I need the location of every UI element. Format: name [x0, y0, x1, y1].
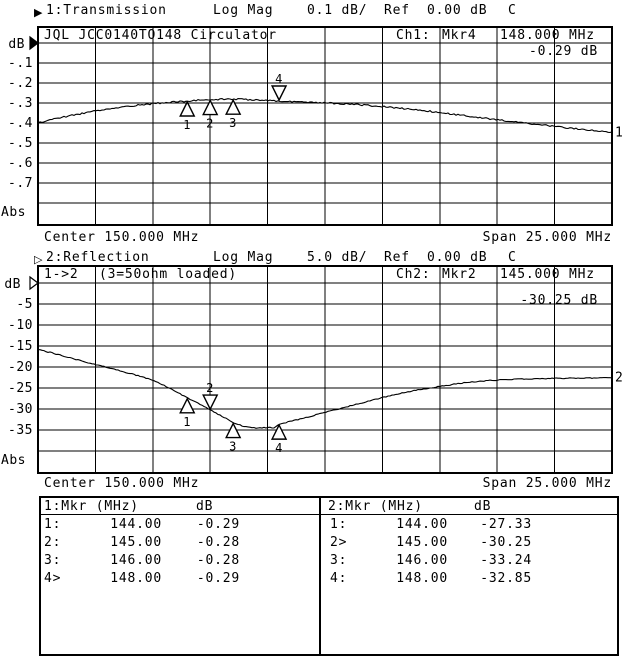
- channel2-center-freq: Center 150.000 MHz: [44, 476, 200, 491]
- channel1-marker-channel: Ch1:: [396, 28, 431, 43]
- marker-row-label: 3:: [330, 553, 348, 568]
- marker-row-value: -0.28: [196, 553, 240, 568]
- y-axis-tick-label: -10: [8, 318, 33, 333]
- channel2-ref-level-icon: [30, 277, 38, 289]
- marker-row-frequency: 146.00: [396, 553, 448, 568]
- marker-row-frequency: 144.00: [110, 517, 162, 532]
- marker-number: 3: [229, 116, 238, 131]
- marker-row-label: 4>: [44, 571, 62, 586]
- marker-table-divider: [319, 497, 321, 655]
- channel2-ref-label: Ref: [384, 250, 410, 265]
- channel2-title-note: (3=50ohm loaded): [99, 267, 238, 282]
- marker-number: 3: [229, 439, 238, 454]
- channel1-marker-freq: 148.000 MHz: [500, 28, 595, 43]
- marker-row-value: -27.33: [480, 517, 532, 532]
- marker-triangle-icon: [180, 399, 194, 413]
- marker-row-frequency: 148.00: [110, 571, 162, 586]
- channel2-title-path: 1->2: [44, 267, 79, 282]
- channel1-active-icon: ▶: [34, 6, 44, 19]
- marker-row-value: -0.29: [196, 517, 240, 532]
- plot1-marker-4: [272, 72, 286, 100]
- plot1-marker-1: [180, 102, 194, 132]
- y-axis-tick-label: -.7: [8, 176, 33, 191]
- channel1-ref-label: Ref: [384, 3, 410, 18]
- y-axis-tick-label: -.2: [8, 76, 33, 91]
- channel2-span-freq: Span 25.000 MHz: [482, 476, 612, 491]
- channel2-cal-status: C: [508, 250, 517, 265]
- marker-row-label: 3:: [44, 553, 62, 568]
- channel1-ref-value: 0.00 dB: [427, 3, 488, 18]
- marker-table-1-unit-header: dB: [196, 499, 214, 514]
- channel1-marker-readout: -0.29 dB: [528, 44, 598, 59]
- marker-triangle-icon: [226, 424, 240, 438]
- channel2-active-icon: ▷: [34, 253, 44, 266]
- channel1-title-text: JQL JCC0140TO148 Circulator: [44, 28, 277, 43]
- y-axis-tick-label: -5: [16, 297, 33, 312]
- channel2-marker-freq: 145.000 MHz: [500, 267, 595, 282]
- trace-number-label: 1: [615, 125, 624, 141]
- marker-number: 1: [183, 414, 192, 429]
- marker-row-frequency: 145.00: [110, 535, 162, 550]
- y-axis-unit: dB: [8, 37, 25, 52]
- channel2-marker-channel: Ch2:: [396, 267, 431, 282]
- y-axis-tick-label: -25: [8, 381, 33, 396]
- channel1-cal-status: C: [508, 3, 517, 18]
- channel1-scale: 0.1 dB/: [307, 3, 368, 18]
- channel1-span-freq: Span 25.000 MHz: [482, 230, 612, 245]
- trace-number-label: 2: [615, 370, 624, 386]
- marker-row-frequency: 145.00: [396, 535, 448, 550]
- y-axis-unit: dB: [4, 277, 21, 292]
- marker-table-2-unit-header: dB: [474, 499, 492, 514]
- marker-row-label: 1:: [330, 517, 348, 532]
- y-axis-tick-label: -.6: [8, 156, 33, 171]
- y-axis-abs-label: Abs: [1, 453, 26, 468]
- channel2-ref-value: 0.00 dB: [427, 250, 488, 265]
- channel2-scale: 5.0 dB/: [307, 250, 368, 265]
- marker-table-header-rule: [41, 514, 617, 515]
- marker-row-label: 1:: [44, 517, 62, 532]
- marker-row-value: -0.29: [196, 571, 240, 586]
- marker-number: 1: [183, 118, 192, 132]
- y-axis-tick-label: -30: [8, 402, 33, 417]
- marker-row-label: 2>: [330, 535, 348, 550]
- marker-number: 2: [206, 381, 215, 396]
- marker-row-frequency: 146.00: [110, 553, 162, 568]
- marker-triangle-icon: [272, 86, 286, 100]
- y-axis-tick-label: -.4: [8, 116, 33, 131]
- y-axis-abs-label: Abs: [1, 205, 26, 220]
- channel1-format: Log Mag: [213, 3, 274, 18]
- marker-row-value: -33.24: [480, 553, 532, 568]
- marker-triangle-icon: [180, 102, 194, 116]
- marker-row-value: -30.25: [480, 535, 532, 550]
- marker-row-frequency: 148.00: [396, 571, 448, 586]
- y-axis-tick-label: -.3: [8, 96, 33, 111]
- marker-table-1-title: 1:Mkr (MHz): [44, 499, 139, 514]
- y-axis-tick-label: -15: [8, 339, 33, 354]
- marker-row-value: -0.28: [196, 535, 240, 550]
- channel2-format: Log Mag: [213, 250, 274, 265]
- marker-row-value: -32.85: [480, 571, 532, 586]
- channel1-marker-name: Mkr4: [442, 28, 477, 43]
- marker-row-frequency: 144.00: [396, 517, 448, 532]
- marker-table-2-title: 2:Mkr (MHz): [328, 499, 423, 514]
- marker-number: 4: [275, 441, 284, 456]
- channel1-center-freq: Center 150.000 MHz: [44, 230, 200, 245]
- channel2-marker-readout: -30.25 dB: [520, 293, 598, 308]
- y-axis-tick-label: -.5: [8, 136, 33, 151]
- plot1-marker-3: [226, 100, 240, 130]
- channel2-name: 2:Reflection: [46, 250, 150, 265]
- marker-number: 4: [275, 72, 284, 86]
- marker-number: 2: [206, 116, 215, 131]
- marker-triangle-icon: [226, 100, 240, 114]
- channel1-name: 1:Transmission: [46, 3, 167, 18]
- plot2-marker-2: [203, 381, 217, 409]
- plot2-marker-1: [180, 399, 194, 429]
- marker-row-label: 2:: [44, 535, 62, 550]
- y-axis-tick-label: -35: [8, 423, 33, 438]
- plot2-marker-3: [226, 424, 240, 454]
- channel1-ref-level-icon: [30, 37, 38, 49]
- marker-row-label: 4:: [330, 571, 348, 586]
- channel2-marker-name: Mkr2: [442, 267, 477, 282]
- y-axis-tick-label: -20: [8, 360, 33, 375]
- y-axis-tick-label: -.1: [8, 56, 33, 71]
